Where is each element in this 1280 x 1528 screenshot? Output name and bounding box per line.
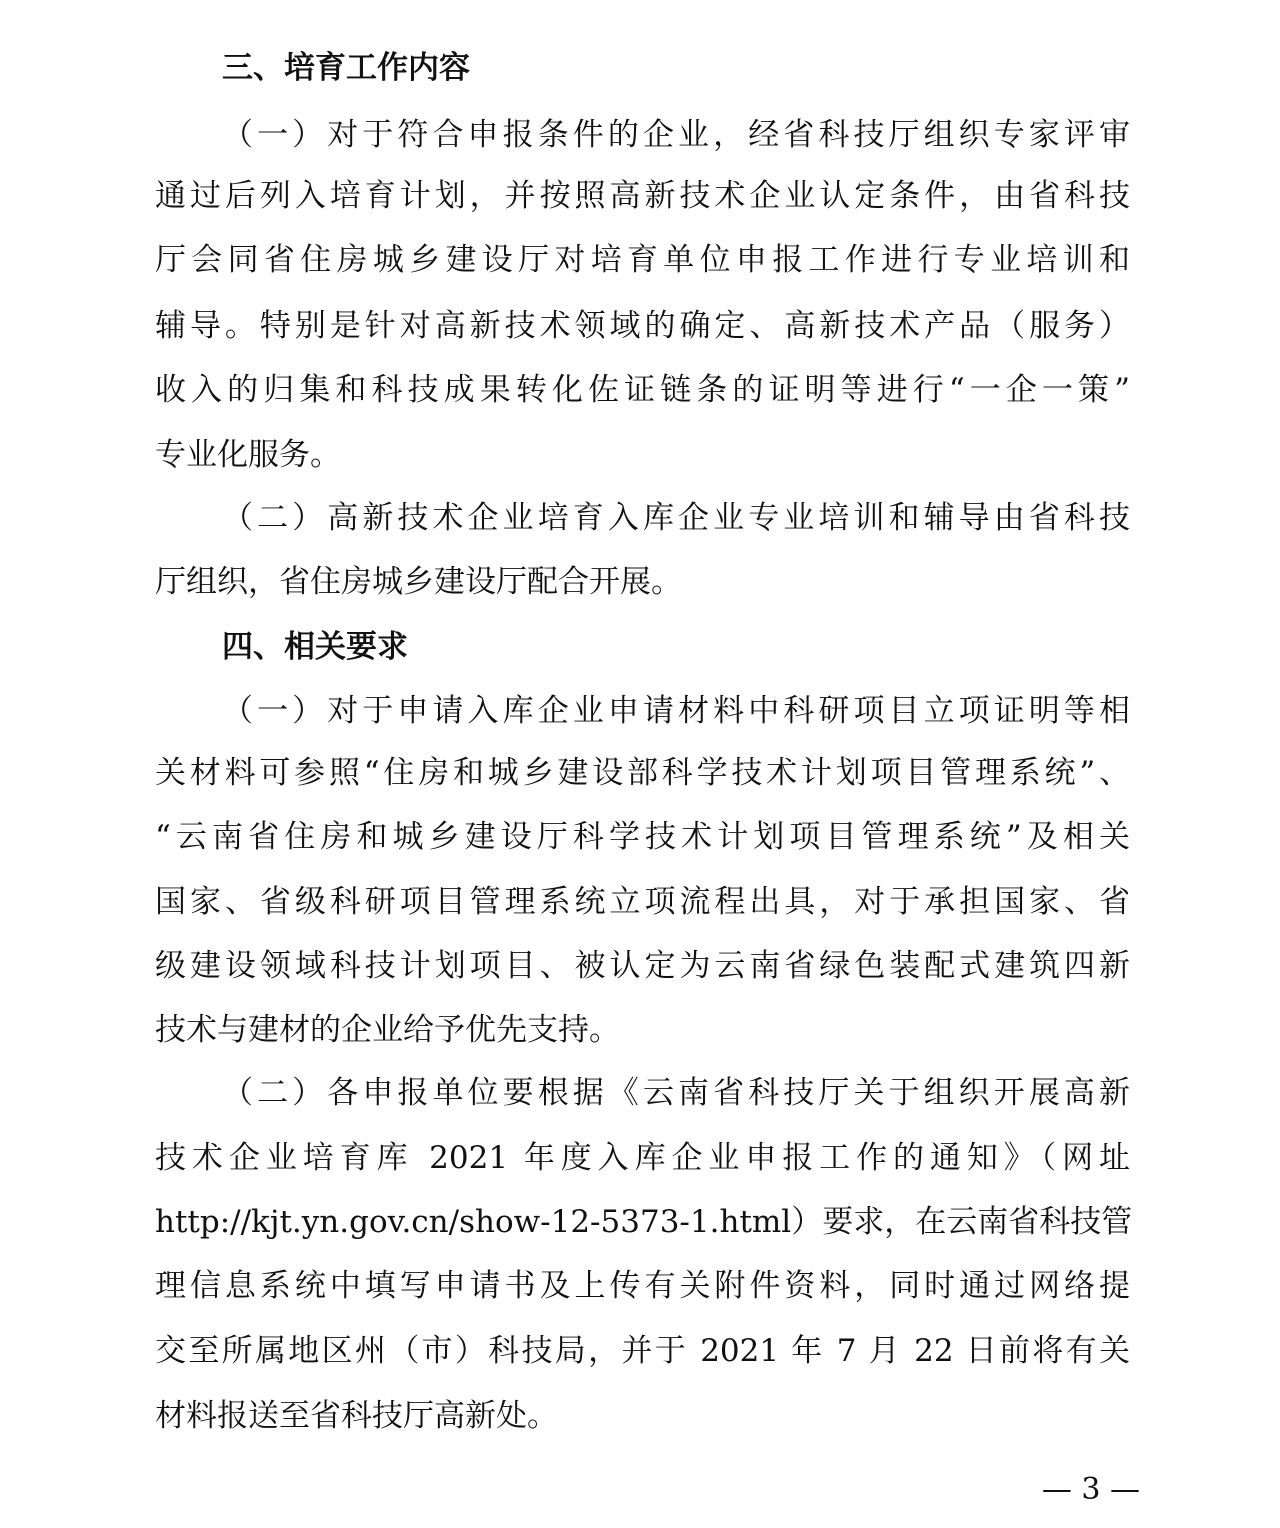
page-number: — 3 — [1041,1472,1140,1507]
paragraph-line: 国家、省级科研项目管理系统立项流程出具，对于承担国家、省 [155,884,1130,920]
paragraph-line: 辅导。特别是针对高新技术领域的确定、高新技术产品（服务） [155,308,1130,344]
paragraph-line: 通过后列入培育计划，并按照高新技术企业认定条件，由省科技 [155,178,1130,214]
paragraph-line: 关材料可参照“住房和城乡建设部科学技术计划项目管理系统”、 [155,755,1130,791]
paragraph-line: “云南省住房和城乡建设厅科学技术计划项目管理系统”及相关 [155,819,1130,855]
paragraph-line: 专业化服务。 [155,437,341,473]
section-heading: 三、培育工作内容 [222,50,470,86]
paragraph-line: 厅会同省住房城乡建设厅对培育单位申报工作进行专业培训和 [155,242,1130,278]
paragraph-line: 级建设领域科技计划项目、被认定为云南省绿色装配式建筑四新 [155,948,1130,984]
paragraph-line: 收入的归集和科技成果转化佐证链条的证明等进行“一企一策” [155,372,1130,408]
paragraph-line: 交至所属地区州（市）科技局，并于 2021 年 7 月 22 日前将有关 [155,1333,1130,1369]
paragraph-line: （二）各申报单位要根据《云南省科技厅关于组织开展高新 [222,1075,1130,1111]
paragraph-line: 材料报送至省科技厅高新处。 [155,1398,558,1434]
paragraph-line: （二）高新技术企业培育入库企业专业培训和辅导由省科技 [222,500,1130,536]
paragraph-line: 技术与建材的企业给予优先支持。 [155,1012,620,1048]
paragraph-line: （一）对于符合申报条件的企业，经省科技厅组织专家评审 [222,117,1130,153]
section-heading: 四、相关要求 [222,629,408,665]
paragraph-line: 理信息系统中填写申请书及上传有关附件资料，同时通过网络提 [155,1268,1130,1304]
paragraph-line: 技术企业培育库 2021 年度入库企业申报工作的通知》（网址 [155,1140,1130,1176]
paragraph-line: http://kjt.yn.gov.cn/show-12-5373-1.html）要求，在云南省科技管 [155,1204,1133,1240]
paragraph-line: （一）对于申请入库企业申请材料中科研项目立项证明等相 [222,693,1130,729]
paragraph-line: 厅组织，省住房城乡建设厅配合开展。 [155,564,682,600]
